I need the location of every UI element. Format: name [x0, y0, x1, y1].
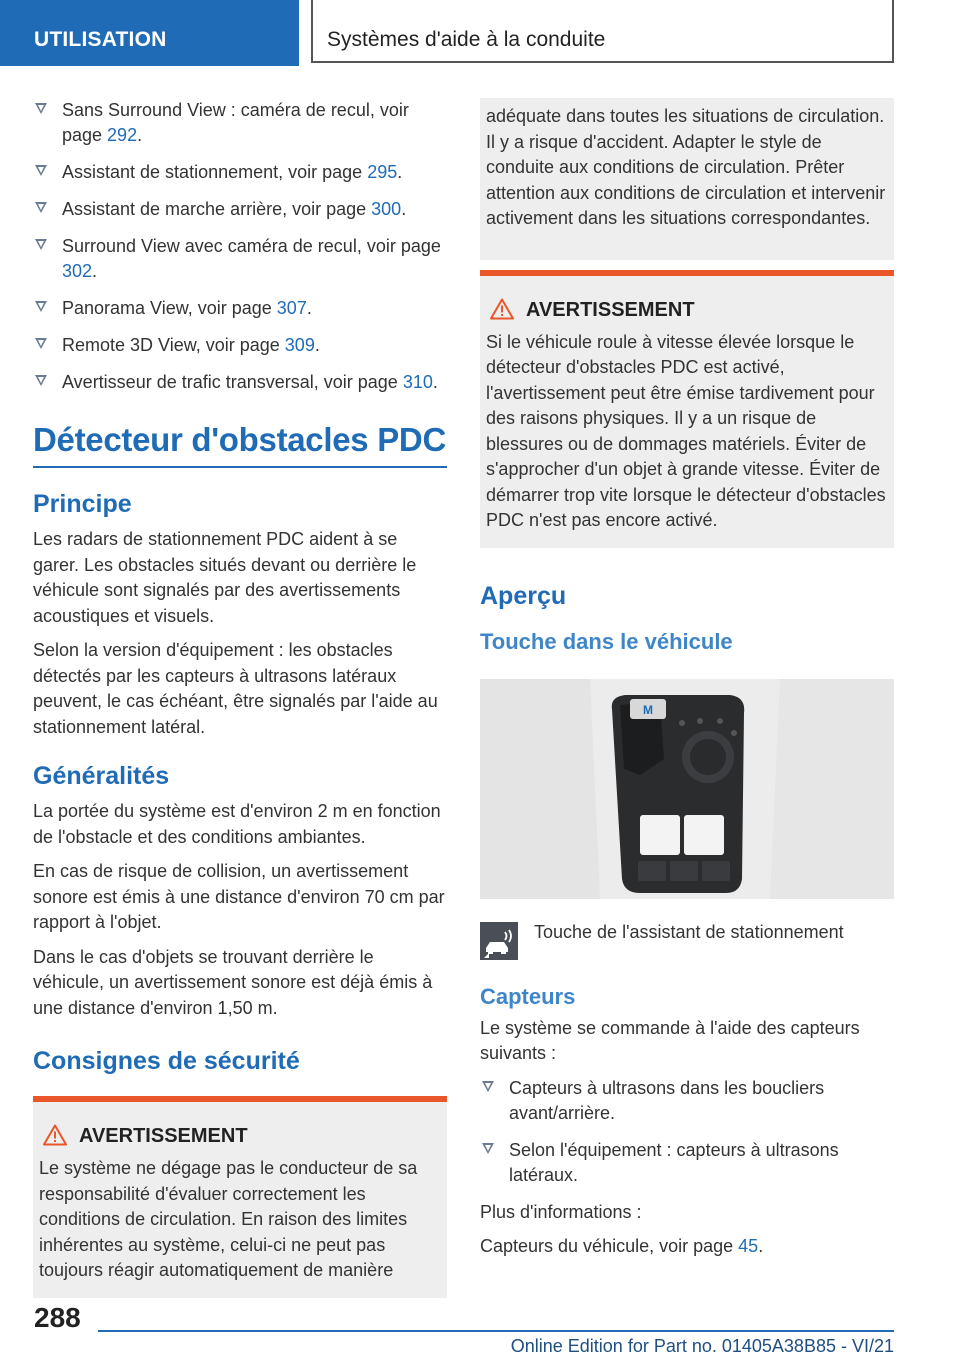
page-link[interactable]: 310 — [402, 372, 433, 392]
warning-triangle-icon — [490, 298, 514, 320]
warning-title — [39, 1122, 441, 1150]
button-caption: Touche de l'assistant de stationnement — [534, 921, 844, 942]
bullet-triangle-icon — [35, 103, 47, 114]
bullet-triangle-icon — [482, 1143, 494, 1154]
page-link[interactable]: 295 — [367, 162, 398, 182]
principe-paragraph-2: Selon la version d'équipement : les obstacles détectés par les capteurs à ultrasons latéraux peuvent, le cas échéant, être signalés par l'aide au stationnement latéral. — [33, 640, 438, 737]
warning-text-1-continued: adéquate dans toutes les situations de circulation. Il y a risque d'accident. Adapter le style de conduite aux conditions de circulation. Prêter attention aux conditions de circulation et intervenir activement dans les situations correspondantes. — [486, 106, 886, 228]
section-tab — [0, 0, 299, 66]
principe-paragraph-1: Les radars de stationnement PDC aident à se garer. Les obstacles situés devant ou derrière le véhicule sont signalés par des avertissements acoustiques et visuels. — [33, 529, 417, 626]
list-item: Avertisseur de trafic transversal, voir page 310. — [33, 370, 447, 395]
heading-consignes: Consignes de sécurité — [33, 1047, 300, 1075]
warning-text-1: Le système ne dégage pas le conducteur de sa responsabilité d'évaluer correctement les conditions de circulation. En raison des limites inhérentes au système, celui-ci ne peut pas toujours réagir automatiquement de manière — [39, 1158, 418, 1280]
page-link[interactable]: 300 — [371, 199, 402, 219]
more-info-label: Plus d'informations : — [480, 1201, 642, 1222]
heading-touche: Touche dans le véhicule — [480, 628, 733, 654]
page-link[interactable]: 307 — [276, 298, 307, 318]
page-number: 288 — [34, 1302, 81, 1333]
chapter-heading: Détecteur d'obstacles PDC — [33, 421, 447, 468]
left-column — [33, 98, 447, 1298]
generalites-paragraph-3: Dans le cas d'objets se trouvant derrière le véhicule, un avertissement sonore est déjà émis à une distance d'environ 1,50 m. — [33, 946, 433, 1018]
warning-title — [486, 296, 888, 324]
warning-box-2 — [480, 270, 894, 548]
sensor-reference: Capteurs du véhicule, voir page 45. — [480, 1236, 764, 1256]
page-link[interactable]: 292 — [107, 125, 138, 145]
heading-principe: Principe — [33, 490, 132, 518]
page-link[interactable]: 302 — [62, 261, 93, 281]
warning-box-1-continued — [480, 98, 894, 260]
list-item: Remote 3D View, voir page 309. — [33, 333, 447, 358]
page-link[interactable]: 309 — [284, 335, 315, 355]
chapter-title: Systèmes d'aide à la conduite — [327, 28, 606, 51]
m-badge: M — [643, 702, 653, 717]
warning-triangle-icon — [43, 1124, 67, 1146]
parking-assist-button-row — [480, 918, 894, 962]
bullet-triangle-icon — [482, 1081, 494, 1092]
capteurs-paragraph: Le système se commande à l'aide des capteurs suivants : — [480, 1017, 860, 1063]
list-item: Sans Surround View : caméra de recul, voir page 292. — [33, 98, 447, 148]
list-item: Assistant de stationnement, voir page 295. — [33, 160, 447, 185]
bullet-triangle-icon — [35, 239, 47, 250]
heading-capteurs: Capteurs — [480, 983, 576, 1009]
parking-assist-button-icon — [480, 922, 518, 960]
bullet-triangle-icon — [35, 338, 47, 349]
bullet-triangle-icon — [35, 301, 47, 312]
bullet-triangle-icon — [35, 165, 47, 176]
page-header — [0, 0, 960, 66]
list-item: Panorama View, voir page 307. — [33, 296, 447, 321]
footer-rule — [98, 1330, 894, 1332]
warning-box-1 — [33, 1096, 447, 1298]
list-item: Assistant de marche arrière, voir page 300. — [33, 197, 447, 222]
generalites-paragraph-1: La portée du système est d'environ 2 m en fonction de l'obstacle et des conditions ambiantes. — [33, 801, 441, 847]
section-title: UTILISATION — [34, 28, 167, 51]
bullet-triangle-icon — [35, 202, 47, 213]
reference-list — [33, 98, 447, 395]
heading-apercu: Aperçu — [480, 581, 567, 610]
list-item: Selon l'équipement : capteurs à ultrasons latéraux. — [480, 1138, 894, 1188]
warning-title-text: AVERTISSEMENT — [526, 298, 695, 321]
center-console-photo — [480, 679, 894, 899]
heading-generalites: Généralités — [33, 762, 170, 790]
list-item: Capteurs à ultrasons dans les boucliers avant/arrière. — [480, 1076, 894, 1126]
right-column — [480, 98, 894, 1269]
warning-text-2: Si le véhicule roule à vitesse élevée lorsque le détecteur d'obstacles PDC est activé, l'avertissement peut être émise tardivement pour des raisons physiques. Il y a un risque de blessures ou de dommages matériels. Éviter de s'approcher d'un objet à grande vitesse. Éviter de démarrer trop vite lorsque le détecteur d'obstacles PDC n'est pas encore activé. — [486, 331, 886, 530]
edition-note: Online Edition for Part no. 01405A38B85 - VI/21 — [510, 1336, 894, 1356]
generalites-paragraph-2: En cas de risque de collision, un avertissement sonore est émis à une distance d'environ 70 cm par rapport à l'objet. — [33, 861, 445, 932]
bullet-triangle-icon — [35, 375, 47, 386]
list-item: Surround View avec caméra de recul, voir page 302. — [33, 234, 447, 284]
sensor-list — [480, 1076, 894, 1188]
chapter-tab — [311, 0, 894, 63]
warning-title-text: AVERTISSEMENT — [79, 1125, 248, 1147]
page-link[interactable]: 45 — [738, 1236, 759, 1256]
